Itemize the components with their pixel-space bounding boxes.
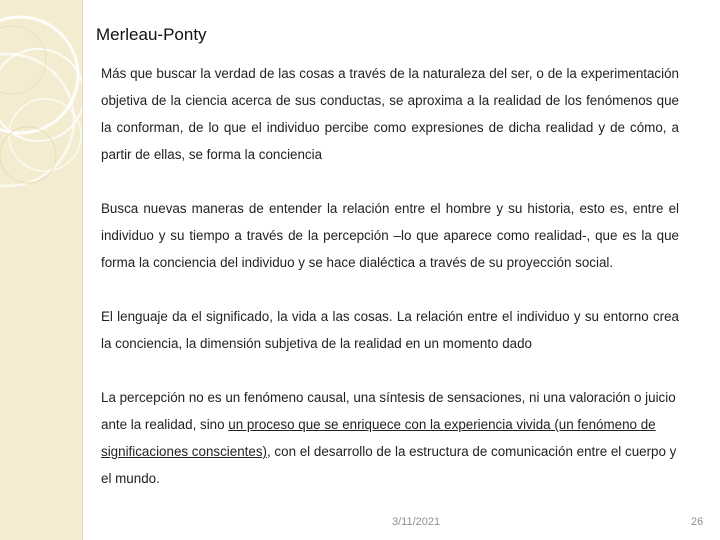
paragraph-2: Busca nuevas maneras de entender la relación entre el hombre y su historia, esto es, entre el individuo y su tiempo a través de la percepción –lo que aparece como realidad-, que es la que forma la conciencia del individuo y se hace dialéctica a través de su proyección social.	[101, 201, 679, 270]
paragraph-3: El lenguaje da el significado, la vida a las cosas. La relación entre el individuo y su entorno crea la conciencia, la dimensión subjetiva de la realidad en un momento dado	[101, 309, 679, 351]
paragraph-4-end: , con el desarrollo de la estructura de comunicación entre el cuerpo y el mundo.	[101, 444, 677, 486]
ornament-circles-icon	[0, 0, 82, 540]
decorative-sidebar	[0, 0, 83, 540]
paragraph-4	[101, 384, 679, 492]
slide-body	[101, 60, 679, 492]
paragraph-1: Más que buscar la verdad de las cosas a través de la naturaleza del ser, o de la experimentación objetiva de la ciencia acerca de sus conductas, se aproxima a la realidad de los fenómenos que la conforman, de lo que el individuo percibe como expresiones de dicha realidad y de cómo, a partir de ellas, se forma la conciencia	[101, 66, 679, 162]
footer-date: 3/11/2021	[392, 516, 441, 528]
slide-title: Merleau-Ponty	[96, 25, 207, 44]
slide-number: 26	[691, 516, 704, 528]
paragraph-4-underlined: un proceso que se enriquece con la experiencia vivida (un fenómeno de significaciones conscientes)	[101, 417, 656, 459]
paragraph-4-start: La percepción no es un fenómeno causal, una síntesis de sensaciones, ni una valoración o juicio ante la realidad, sino	[101, 390, 676, 432]
